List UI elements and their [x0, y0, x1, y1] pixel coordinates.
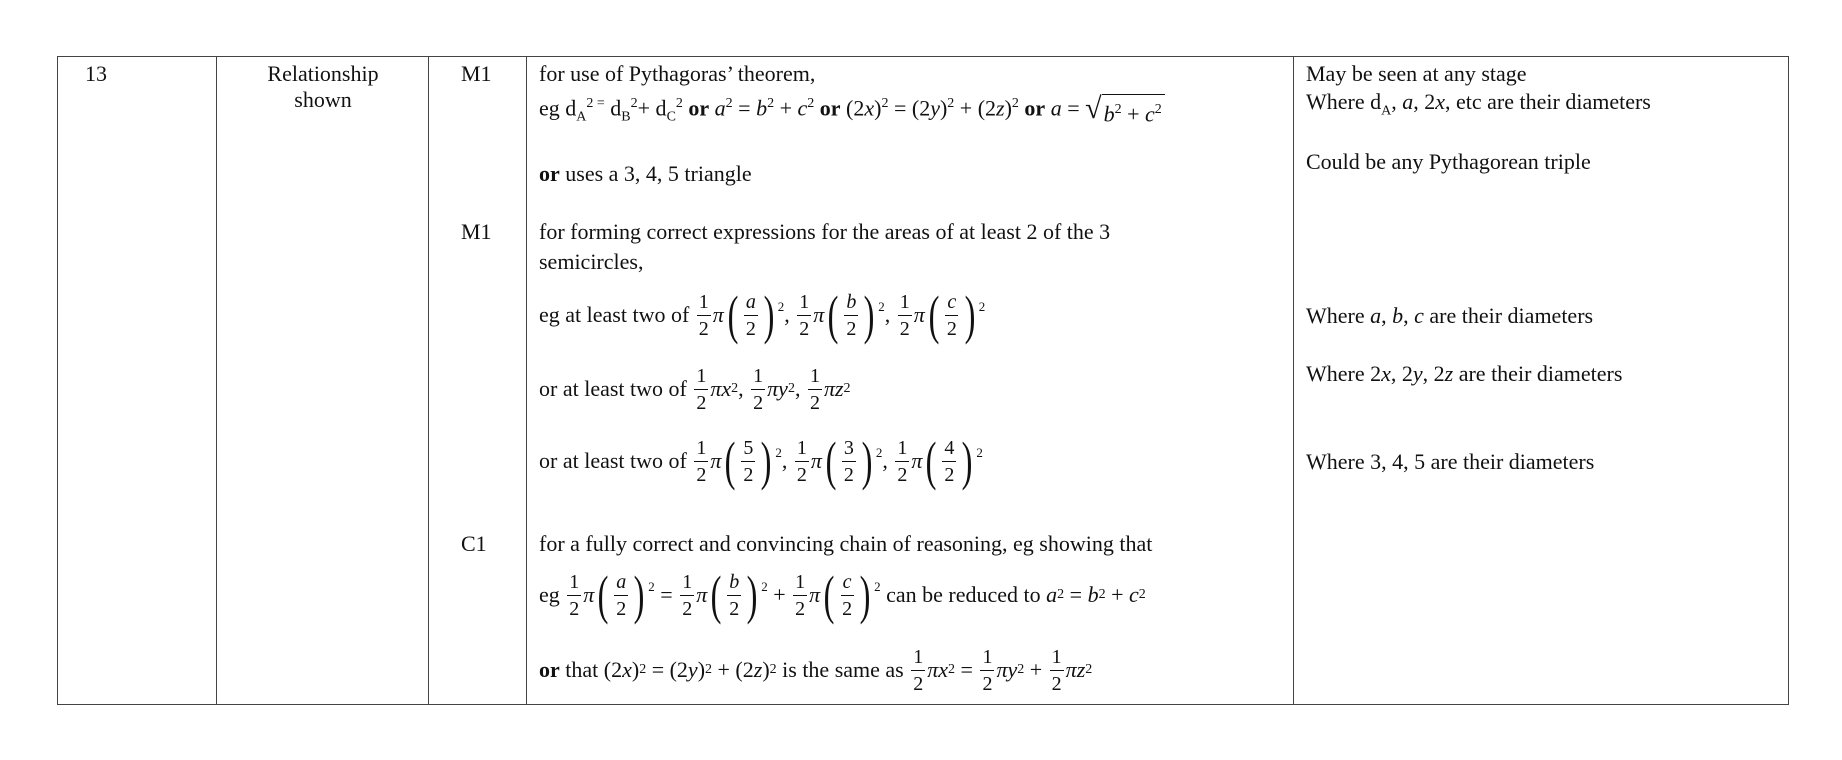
m1b-line2: semicircles, [539, 249, 644, 274]
mark-c1-reasoning: C1 [461, 531, 487, 556]
mark-scheme-table [57, 56, 1789, 705]
question-number: 13 [85, 61, 107, 86]
comments-cell [1294, 57, 1789, 705]
sqrt-symbol: √ $b^2 + c^2$ [1085, 94, 1165, 127]
m1a-line1: for use of Pythagoras’ theorem, [539, 61, 816, 86]
c1-xyz-equation: or that (2 x ) 2 = (2 y ) 2 + (2 z ) 2 is the same as $\frac{1}{2}$ πx 2 = $\frac{1}{2}$ πy 2 + $\frac{1}{2}$ πz 2 [539, 645, 1093, 695]
comment-any-stage: May be seen at any stage [1306, 61, 1527, 86]
m1b-345-expressions: or at least two of $\frac{1}{2}$ π ( $\frac{5}{2}$ ) $^2$ , $\frac{1}{2}$ π ( $\frac{3}{2}$ ) $^2$ , $\frac{1}{2}$ π ( $\frac{4}{2}$ ) $^2$ [539, 431, 983, 491]
m1a-triangle: or uses a 3, 4, 5 triangle [539, 161, 752, 186]
comment-345-diameters: Where 3, 4, 5 are their diameters [1306, 449, 1595, 474]
answer-cell [217, 57, 429, 705]
answer-text: Relationship shown [267, 61, 379, 112]
comment-pythagorean-triple: Could be any Pythagorean triple [1306, 149, 1591, 174]
question-cell [58, 57, 217, 705]
c1-line1: for a fully correct and convincing chain of reasoning, eg showing that [539, 531, 1153, 556]
c1-semicircle-equation: eg $\frac{1}{2}$ π ( $\frac{a}{2}$ ) $^2$ = $\frac{1}{2}$ π ( $\frac{b}{2}$ ) $^2$ + $\frac{1}{2}$ π ( $\frac{c}{2}$ ) $^2$ can be reduced to a 2 = b 2 + c 2 [539, 565, 1146, 625]
m1b-abc-expressions: eg at least two of $\frac{1}{2}$ π ( $\frac{a}{2}$ ) $^2$ , $\frac{1}{2}$ π ( $\frac{b}{2}$ ) $^2$ , $\frac{1}{2}$ π ( $\frac{c}{2}$ ) $^2$ [539, 285, 986, 345]
m1b-xyz-expressions: or at least two of $\frac{1}{2}$ πx 2 , $\frac{1}{2}$ πy 2 , $\frac{1}{2}$ πz 2 [539, 364, 851, 414]
m1b-line1: for forming correct expressions for the areas of at least 2 of the 3 [539, 219, 1111, 244]
mark-scheme-cell [527, 57, 1294, 705]
mark-m1-pythagoras: M1 [461, 61, 492, 86]
mark-cell [429, 57, 527, 705]
comment-xyz-diameters: Where 2x, 2y, 2z are their diameters [1306, 361, 1623, 386]
comment-abc-diameters: Where a, b, c are their diameters [1306, 303, 1594, 328]
comment-diameters-d: Where $d_A$, a, 2x, etc are their diameters [1306, 89, 1651, 119]
mark-m1-areas: M1 [461, 219, 492, 244]
m1a-pythagoras-forms: eg $d_A^{2 =}$ $d_B^2+ d_C^2$ or $a^2 = b^2 + c^2$ or $(2x)^2 = (2y)^2 + (2z)^2$ or a = √ $b^2 + c^2$ [539, 91, 1165, 131]
